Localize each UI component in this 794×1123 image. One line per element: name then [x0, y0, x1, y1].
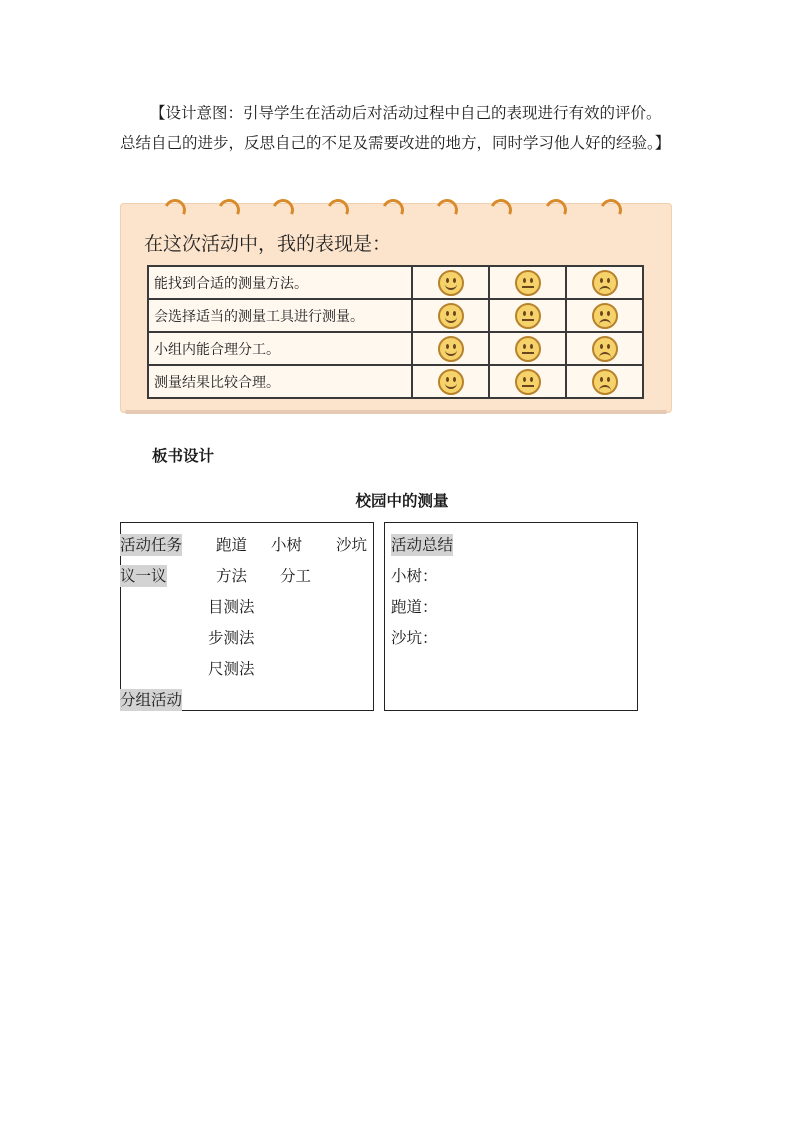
summary-label: 活动总结	[391, 536, 454, 554]
binder-ring-icon	[433, 196, 461, 224]
board-right-panel	[384, 522, 638, 711]
statement-cell: 会选择适当的测量工具进行测量。	[148, 299, 412, 332]
statement-cell: 小组内能合理分工。	[148, 332, 412, 365]
smiley-happy-icon[interactable]	[438, 336, 464, 362]
binder-ring-icon	[542, 196, 570, 224]
evaluation-card-title: 在这次活动中，我的表现是：	[144, 233, 392, 255]
summary-item: 跑道：	[391, 598, 438, 616]
design-intent-paragraph: 【设计意图：引导学生在活动后对活动过程中自己的表现进行有效的评价。总结自己的进步，反思自己的不足及需要改进的地方，同时学习他人好的经验。】	[120, 104, 671, 152]
binder-ring-icon	[215, 196, 243, 224]
board-design-heading: 板书设计	[152, 447, 215, 465]
discuss-item: 分工	[280, 567, 312, 585]
binder-ring-icon	[597, 196, 625, 224]
smiley-neutral-icon[interactable]	[515, 369, 541, 395]
summary-item: 沙坑：	[391, 629, 438, 647]
smiley-sad-icon[interactable]	[592, 303, 618, 329]
binder-ring-icon	[161, 196, 189, 224]
method-item: 目测法	[208, 598, 255, 616]
smiley-neutral-icon[interactable]	[515, 270, 541, 296]
smiley-neutral-icon[interactable]	[515, 336, 541, 362]
evaluation-card	[120, 203, 672, 413]
binder-ring-icon	[269, 196, 297, 224]
card-shadow	[125, 410, 667, 414]
task-item: 小树	[271, 536, 303, 554]
board-title: 校园中的测量	[355, 492, 449, 510]
smiley-sad-icon[interactable]	[592, 336, 618, 362]
group-activity-label: 分组活动	[120, 691, 183, 709]
smiley-happy-icon[interactable]	[438, 369, 464, 395]
smiley-neutral-icon[interactable]	[515, 303, 541, 329]
summary-item: 小树：	[391, 567, 438, 585]
task-item: 跑道	[216, 536, 248, 554]
smiley-happy-icon[interactable]	[438, 270, 464, 296]
table-row	[148, 266, 643, 299]
statement-cell: 测量结果比较合理。	[148, 365, 412, 398]
task-label: 活动任务	[120, 536, 183, 554]
binder-ring-icon	[487, 196, 515, 224]
table-row	[148, 332, 643, 365]
board-left-panel	[120, 522, 374, 711]
self-evaluation-table	[147, 265, 644, 399]
smiley-sad-icon[interactable]	[592, 270, 618, 296]
method-item: 尺测法	[208, 660, 255, 678]
discuss-label: 议一议	[120, 567, 167, 585]
discuss-item: 方法	[216, 567, 248, 585]
table-row	[148, 299, 643, 332]
smiley-sad-icon[interactable]	[592, 369, 618, 395]
task-item: 沙坑	[336, 536, 368, 554]
smiley-happy-icon[interactable]	[438, 303, 464, 329]
binder-ring-icon	[324, 196, 352, 224]
statement-cell: 能找到合适的测量方法。	[148, 266, 412, 299]
table-row	[148, 365, 643, 398]
binder-ring-icon	[379, 196, 407, 224]
method-item: 步测法	[208, 629, 255, 647]
